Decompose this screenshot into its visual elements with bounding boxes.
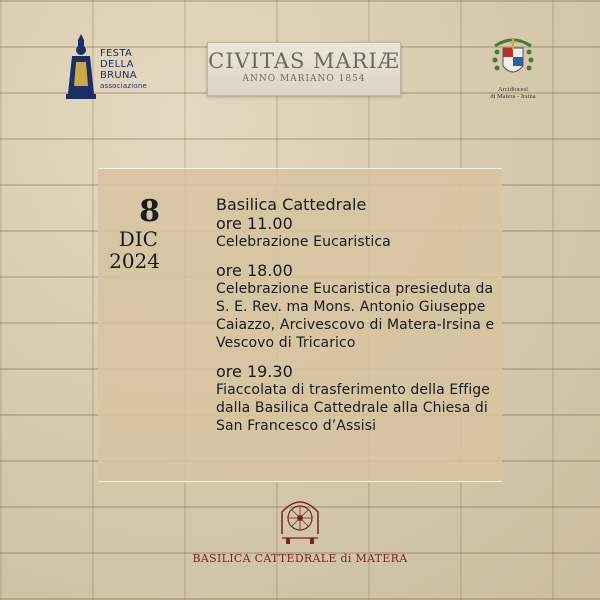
event-item <box>216 195 506 251</box>
date-day: 8 <box>139 194 160 229</box>
event-venue: Basilica Cattedrale <box>216 195 367 214</box>
event-list <box>216 195 506 445</box>
logo-sub: associazione <box>100 82 147 90</box>
plaque-title: CIVITAS MARIÆ <box>208 49 400 73</box>
festa-della-bruna-logo <box>64 34 160 100</box>
arcidiocesi-caption-2: di Matera - Irsina <box>490 93 536 100</box>
date-month: DIC <box>118 227 158 251</box>
coat-of-arms-icon <box>489 36 537 82</box>
event-item <box>216 261 506 352</box>
event-time: ore 18.00 <box>216 261 293 280</box>
arcidiocesi-logo <box>478 36 548 108</box>
footer-title: BASILICA CATTEDRALE di MATERA <box>192 552 408 565</box>
logo-line-1: FESTA <box>100 48 133 59</box>
event-date <box>96 196 160 272</box>
logo-line-3: BRUNA <box>100 70 137 81</box>
plaque-subtitle: ANNO MARIANO 1854 <box>242 74 366 84</box>
event-time: ore 11.00 <box>216 214 293 233</box>
event-description: Celebrazione Eucaristica <box>216 234 391 250</box>
date-year: 2024 <box>109 249 160 273</box>
event-description: Fiaccolata di trasferimento della Effige dalla Basilica Cattedrale alla Chiesa di San Francesco d’Assisi <box>216 382 491 434</box>
rose-window-icon <box>278 494 322 546</box>
event-description: Celebrazione Eucaristica presieduta da S. E. Rev. ma Mons. Antonio Giuseppe Caiazzo, Arcivescovo di Matera-Irsina e Vescovo di Tricarico <box>216 281 495 351</box>
civitas-mariae-plaque <box>207 42 401 96</box>
madonna-icon <box>64 34 98 100</box>
event-item <box>216 362 506 435</box>
logo-line-2: DELLA <box>100 59 134 70</box>
event-time: ore 19.30 <box>216 362 293 381</box>
arcidiocesi-caption-1: Arcidiocesi <box>498 86 528 93</box>
